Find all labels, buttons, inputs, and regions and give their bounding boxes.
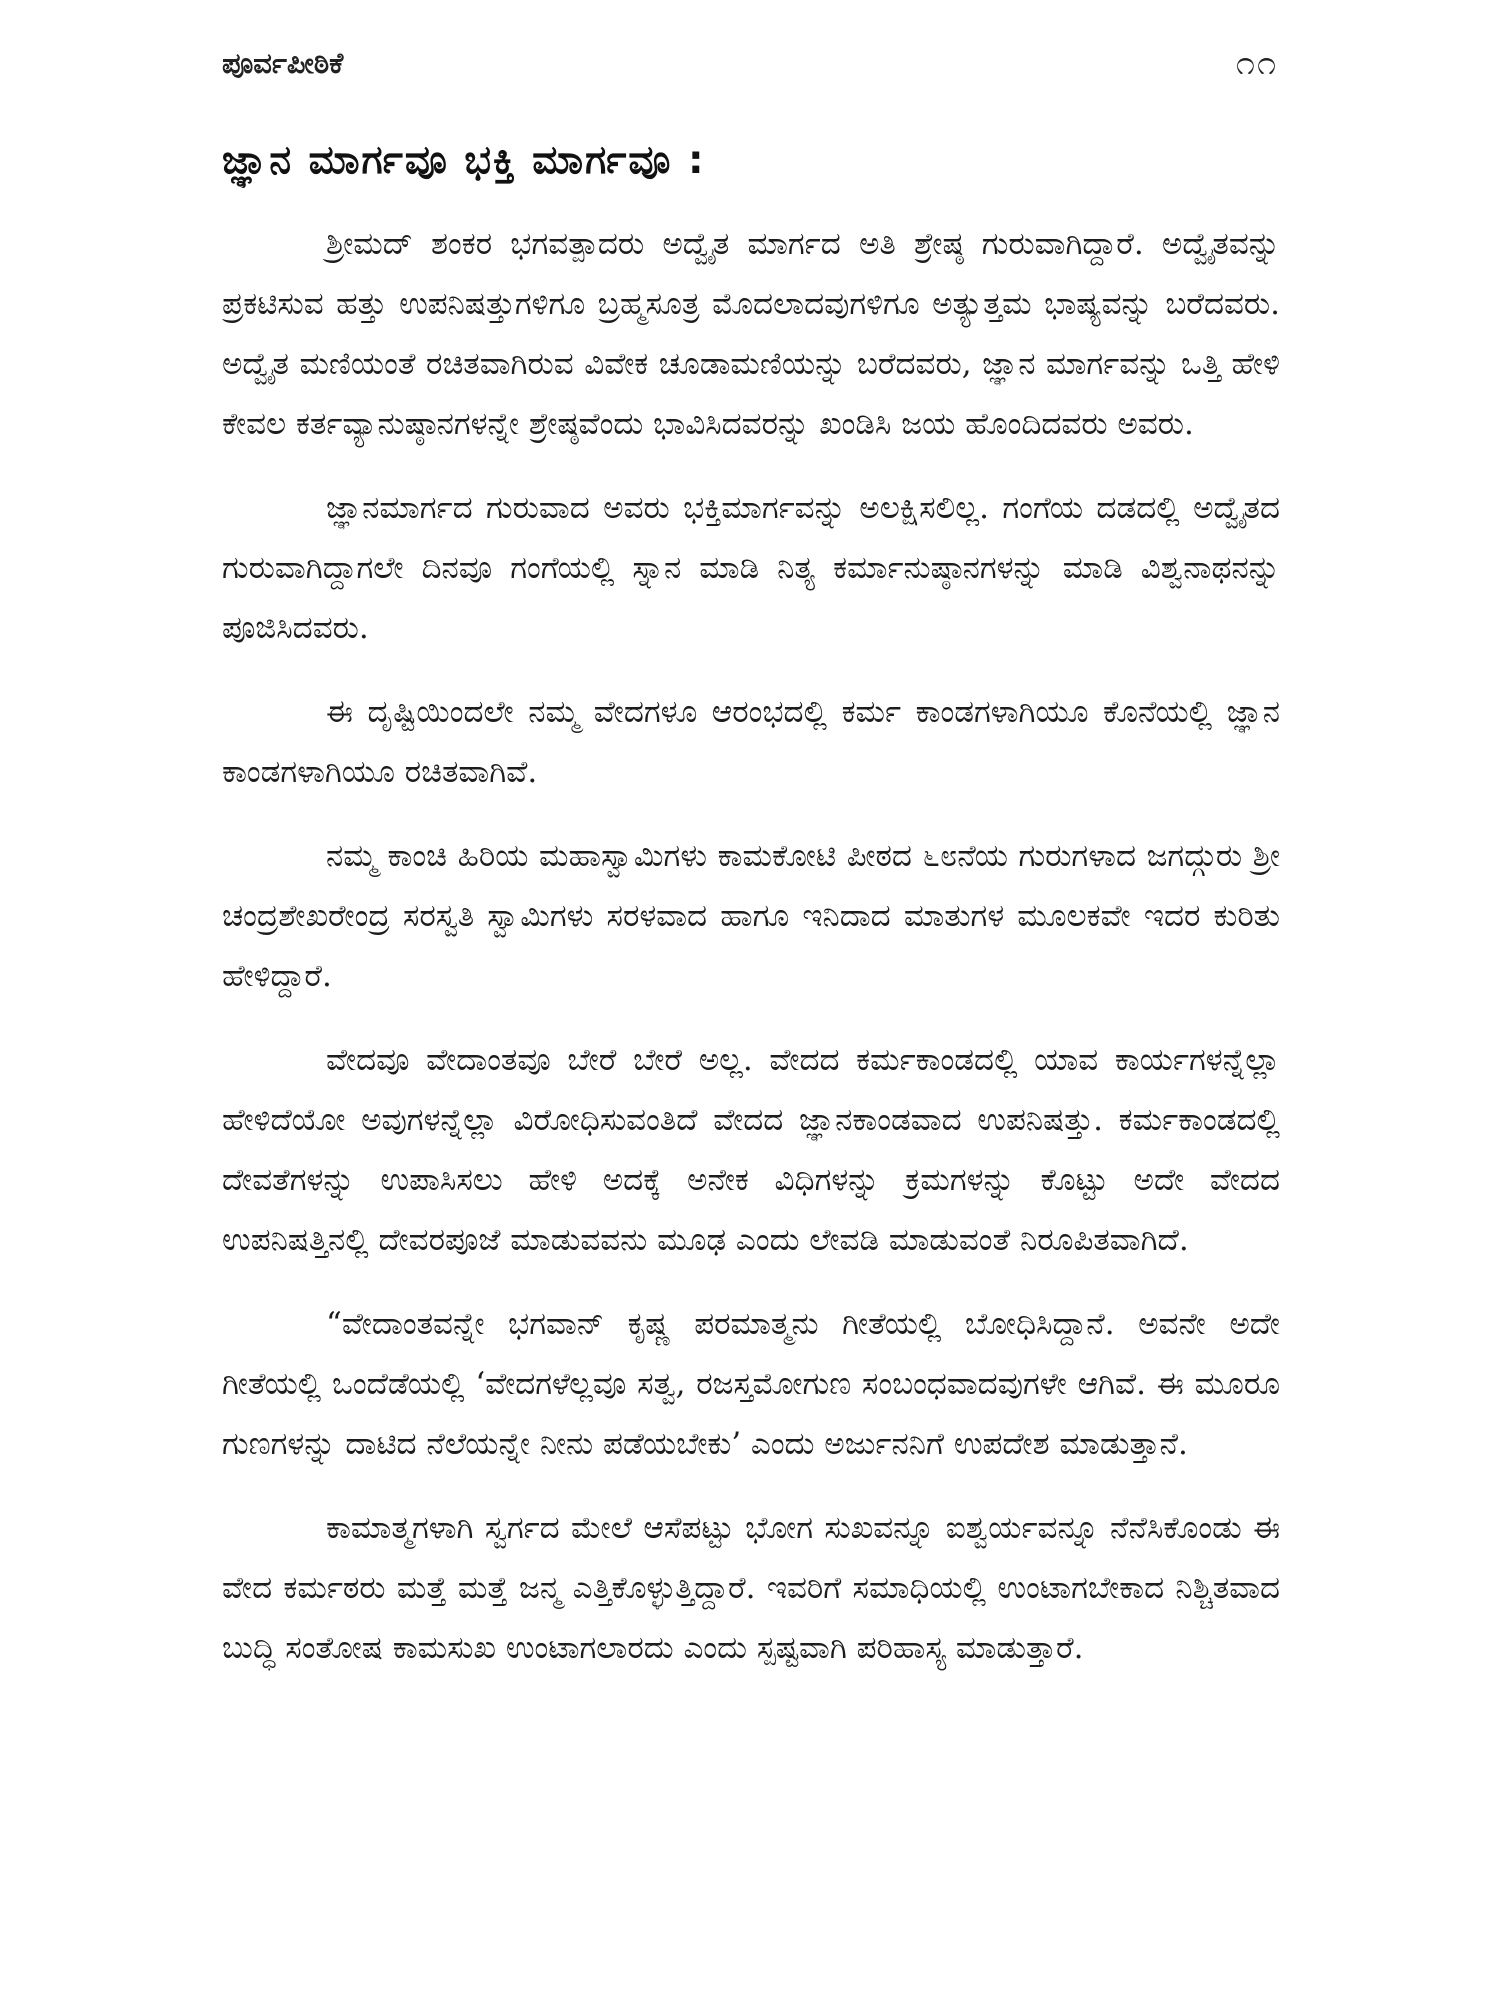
- paragraph-6: “ವೇದಾಂತವನ್ನೇ ಭಗವಾನ್ ಕೃಷ್ಣ ಪರಮಾತ್ಮನು ಗೀತೆಯಲ್ಲಿ ಬೋಧಿಸಿದ್ದಾನೆ. ಅವನೇ ಅದೇ ಗೀತೆಯಲ್ಲಿ ಒಂದೆಡೆಯಲ್ಲಿ ‘ವೇದಗಳೆಲ್ಲವೂ ಸತ್ವ, ರಜಸ್ತಮೋಗುಣ ಸಂಬಂಧವಾದವುಗಳೇ ಆಗಿವೆ. ಈ ಮೂರೂ ಗುಣಗಳನ್ನು ದಾಟಿದ ನೆಲೆಯನ್ನೇ ನೀನು ಪಡೆಯಬೇಕು’ ಎಂದು ಅರ್ಜುನನಿಗೆ ಉಪದೇಶ ಮಾಡುತ್ತಾನೆ.: [222, 1306, 1280, 1462]
- paragraph-2: ಜ್ಞಾನಮಾರ್ಗದ ಗುರುವಾದ ಅವರು ಭಕ್ತಿಮಾರ್ಗವನ್ನು ಅಲಕ್ಷಿಸಲಿಲ್ಲ. ಗಂಗೆಯ ದಡದಲ್ಲಿ ಅದ್ವೈತದ ಗುರುವಾಗಿದ್ದಾಗಲೇ ದಿನವೂ ಗಂಗೆಯಲ್ಲಿ ಸ್ನಾನ ಮಾಡಿ ನಿತ್ಯ ಕರ್ಮಾನುಷ್ಠಾನಗಳನ್ನು ಮಾಡಿ ವಿಶ್ವನಾಥನನ್ನು ಪೂಜಿಸಿದವರು.: [222, 490, 1280, 646]
- section-heading: ಜ್ಞಾನ ಮಾರ್ಗವೂ ಭಕ್ತಿ ಮಾರ್ಗವೂ :: [222, 138, 706, 183]
- running-title: ಪೂರ್ವಪೀಠಿಕೆ: [222, 45, 344, 80]
- paragraph-3: ಈ ದೃಷ್ಟಿಯಿಂದಲೇ ನಮ್ಮ ವೇದಗಳೂ ಆರಂಭದಲ್ಲಿ ಕರ್ಮ ಕಾಂಡಗಳಾಗಿಯೂ ಕೊನೆಯಲ್ಲಿ ಜ್ಞಾನ ಕಾಂಡಗಳಾಗಿಯೂ ರಚಿತವಾಗಿವೆ.: [222, 694, 1280, 790]
- body-text: [222, 214, 1280, 1678]
- page-number: ೧೧: [1235, 43, 1278, 83]
- paragraph-5: ವೇದವೂ ವೇದಾಂತವೂ ಬೇರೆ ಬೇರೆ ಅಲ್ಲ. ವೇದದ ಕರ್ಮಕಾಂಡದಲ್ಲಿ ಯಾವ ಕಾರ್ಯಗಳನ್ನೆಲ್ಲಾ ಹೇಳಿದೆಯೋ ಅವುಗಳನ್ನೆಲ್ಲಾ ವಿರೋಧಿಸುವಂತಿದೆ ವೇದದ ಜ್ಞಾನಕಾಂಡವಾದ ಉಪನಿಷತ್ತು. ಕರ್ಮಕಾಂಡದಲ್ಲಿ ದೇವತೆಗಳನ್ನು ಉಪಾಸಿಸಲು ಹೇಳಿ ಅದಕ್ಕೆ ಅನೇಕ ವಿಧಿಗಳನ್ನು ಕ್ರಮಗಳನ್ನು ಕೊಟ್ಟು ಅದೇ ವೇದದ ಉಪನಿಷತ್ತಿನಲ್ಲಿ ದೇವರಪೂಜೆ ಮಾಡುವವನು ಮೂಢ ಎಂದು ಲೇವಡಿ ಮಾಡುವಂತೆ ನಿರೂಪಿತವಾಗಿದೆ.: [222, 1042, 1280, 1258]
- running-head: [222, 38, 1278, 88]
- paragraph-4: ನಮ್ಮ ಕಾಂಚಿ ಹಿರಿಯ ಮಹಾಸ್ವಾಮಿಗಳು ಕಾಮಕೋಟಿ ಪೀಠದ ೬೮ನೆಯ ಗುರುಗಳಾದ ಜಗದ್ಗುರು ಶ್ರೀ ಚಂದ್ರಶೇಖರೇಂದ್ರ ಸರಸ್ವತಿ ಸ್ವಾಮಿಗಳು ಸರಳವಾದ ಹಾಗೂ ಇನಿದಾದ ಮಾತುಗಳ ಮೂಲಕವೇ ಇದರ ಕುರಿತು ಹೇಳಿದ್ದಾರೆ.: [222, 838, 1280, 994]
- paragraph-1: ಶ್ರೀಮದ್ ಶಂಕರ ಭಗವತ್ಪಾದರು ಅದ್ವೈತ ಮಾರ್ಗದ ಅತಿ ಶ್ರೇಷ್ಠ ಗುರುವಾಗಿದ್ದಾರೆ. ಅದ್ವೈತವನ್ನು ಪ್ರಕಟಿಸುವ ಹತ್ತು ಉಪನಿಷತ್ತುಗಳಿಗೂ ಬ್ರಹ್ಮಸೂತ್ರ ಮೊದಲಾದವುಗಳಿಗೂ ಅತ್ಯುತ್ತಮ ಭಾಷ್ಯವನ್ನು ಬರೆದವರು. ಅದ್ವೈತ ಮಣಿಯಂತೆ ರಚಿತವಾಗಿರುವ ವಿವೇಕ ಚೂಡಾಮಣಿಯನ್ನು ಬರೆದವರು, ಜ್ಞಾನ ಮಾರ್ಗವನ್ನು ಒತ್ತಿ ಹೇಳಿ ಕೇವಲ ಕರ್ತವ್ಯಾನುಷ್ಠಾನಗಳನ್ನೇ ಶ್ರೇಷ್ಠವೆಂದು ಭಾವಿಸಿದವರನ್ನು ಖಂಡಿಸಿ ಜಯ ಹೊಂದಿದವರು ಅವರು.: [222, 226, 1280, 442]
- paragraph-7: ಕಾಮಾತ್ಮಗಳಾಗಿ ಸ್ವರ್ಗದ ಮೇಲೆ ಆಸೆಪಟ್ಟು ಭೋಗ ಸುಖವನ್ನೂ ಐಶ್ವರ್ಯವನ್ನೂ ನೆನೆಸಿಕೊಂಡು ಈ ವೇದ ಕರ್ಮಠರು ಮತ್ತೆ ಮತ್ತೆ ಜನ್ಮ ಎತ್ತಿಕೊಳ್ಳುತ್ತಿದ್ದಾರೆ. ಇವರಿಗೆ ಸಮಾಧಿಯಲ್ಲಿ ಉಂಟಾಗಬೇಕಾದ ನಿಶ್ಚಿತವಾದ ಬುದ್ಧಿ ಸಂತೋಷ ಕಾಮಸುಖ ಉಂಟಾಗಲಾರದು ಎಂದು ಸ್ಪಷ್ಟವಾಗಿ ಪರಿಹಾಸ್ಯ ಮಾಡುತ್ತಾರೆ.: [222, 1510, 1280, 1666]
